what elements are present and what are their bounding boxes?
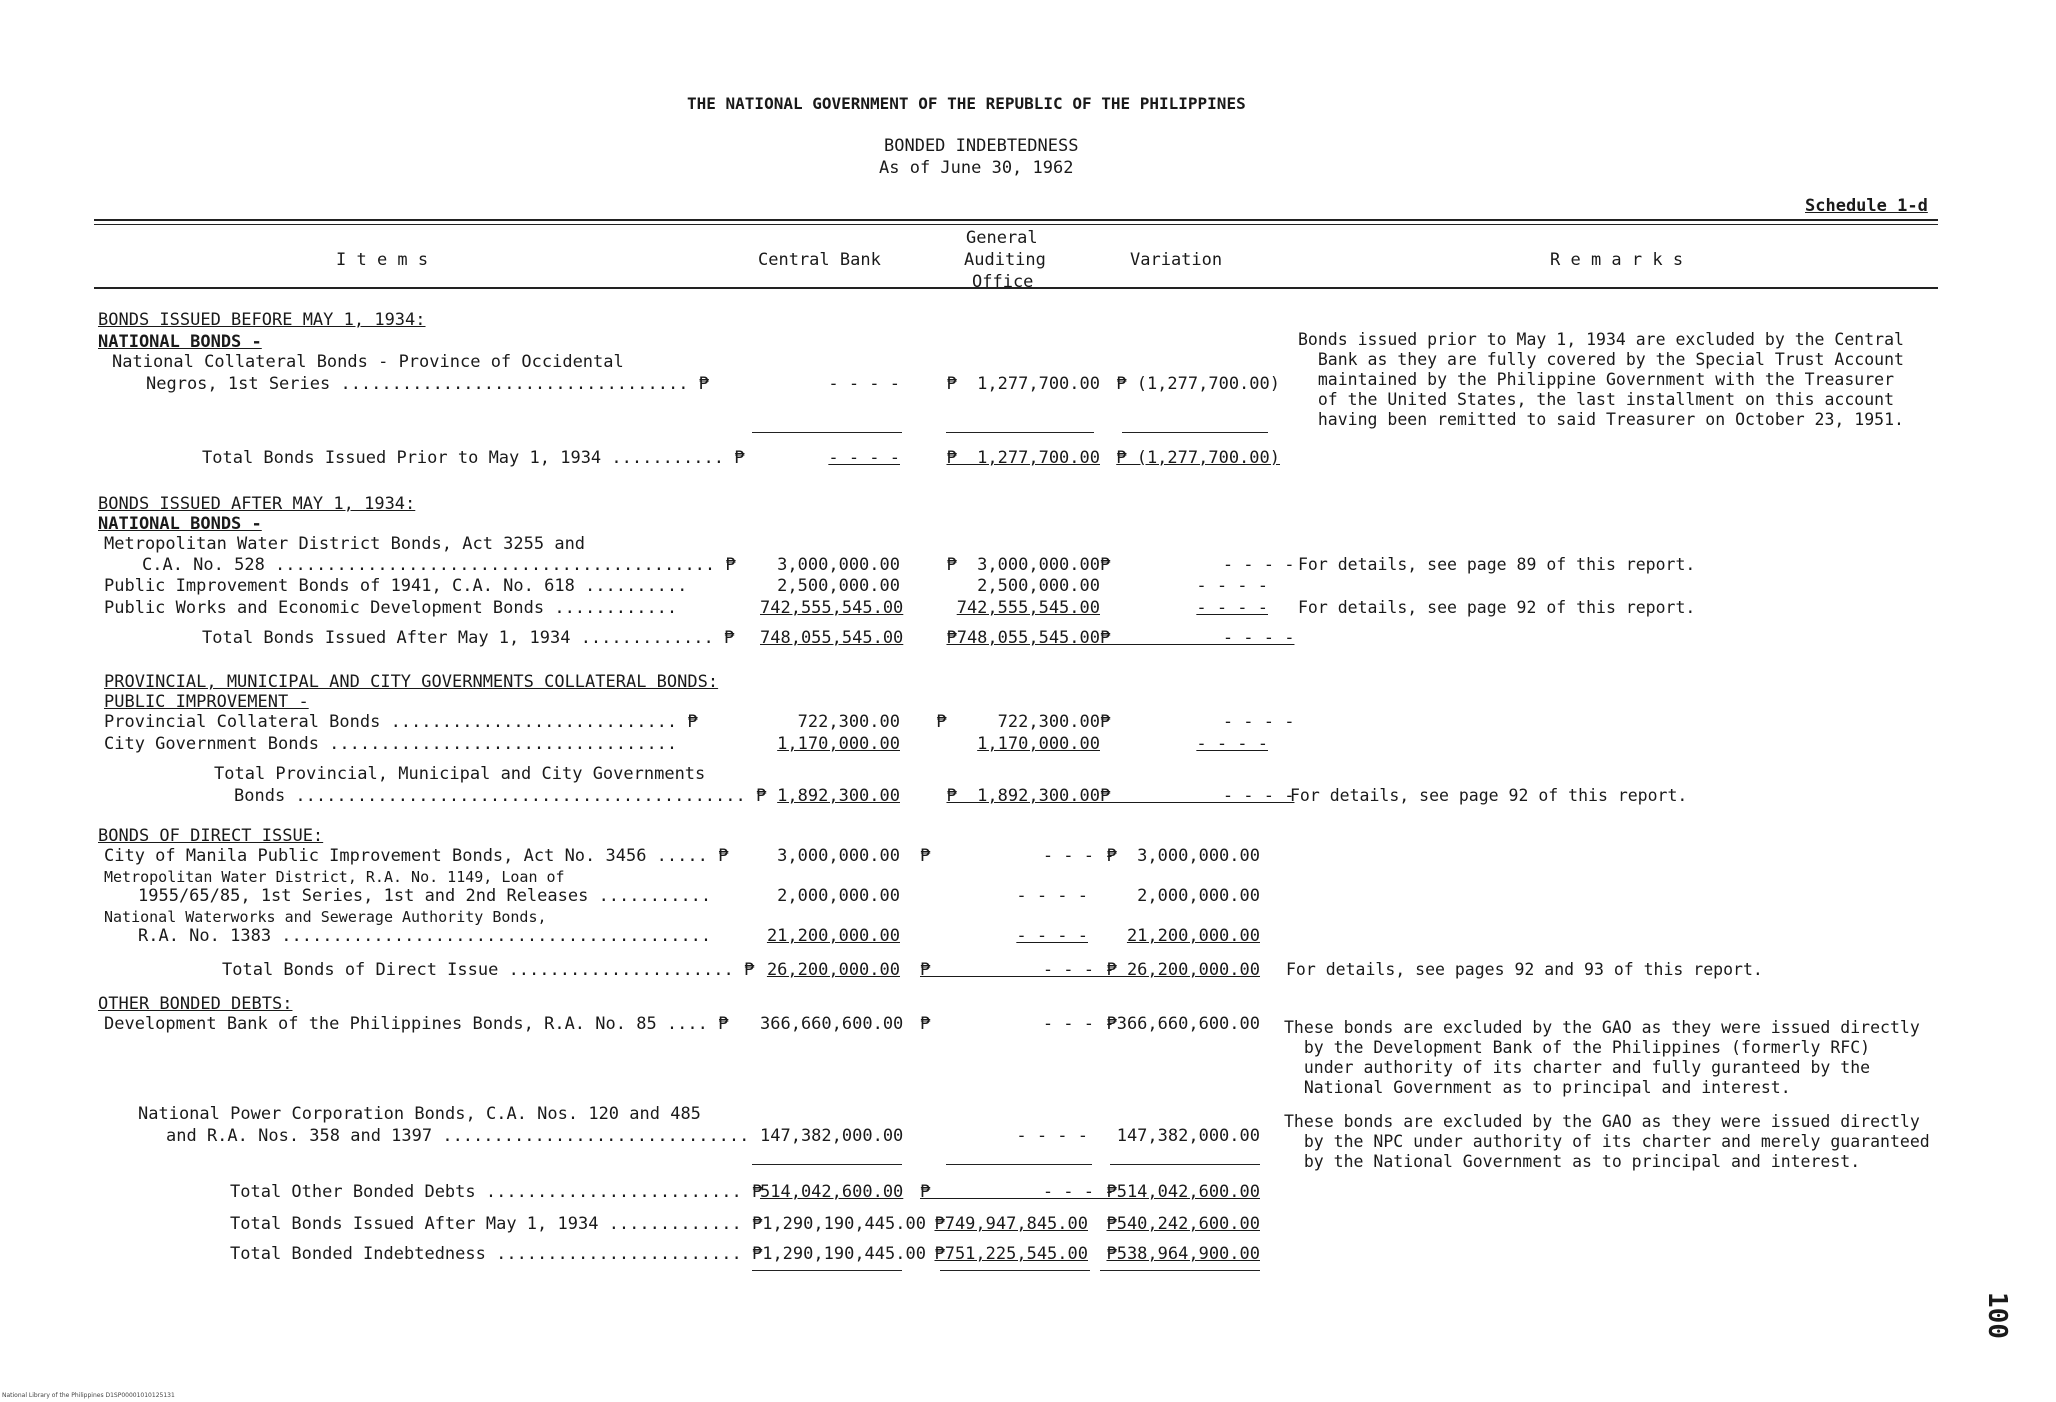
central-bank-total: 1,892,300.00 bbox=[777, 786, 900, 806]
gao-total: ₱ 1,892,300.00 bbox=[946, 786, 1100, 806]
variation-grand-total: ₱538,964,900.00 bbox=[1106, 1244, 1260, 1264]
variation-value: 2,000,000.00 bbox=[1137, 886, 1260, 906]
column-header-remarks: R e m a r k s bbox=[1550, 250, 1684, 270]
gao-value: - - - - bbox=[1016, 926, 1088, 946]
subtotal-rule bbox=[946, 432, 1094, 433]
central-bank-value: 2,000,000.00 bbox=[777, 886, 900, 906]
grand-total-double-rule bbox=[1100, 1270, 1260, 1271]
gao-value: 742,555,545.00 bbox=[956, 598, 1100, 618]
gao-total: ₱748,055,545.00 bbox=[946, 628, 1100, 648]
total-label: Total Bonds Issued After May 1, 1934 ............. ₱ bbox=[202, 628, 735, 648]
document-subtitle: BONDED INDEBTEDNESS bbox=[884, 136, 1079, 156]
central-bank-value: 2,500,000.00 bbox=[777, 576, 900, 596]
gao-value: - - - - bbox=[1016, 1126, 1088, 1146]
column-header-gao-line1: General bbox=[966, 228, 1038, 248]
item-label: and R.A. Nos. 358 and 1397 .............................. bbox=[166, 1126, 750, 1146]
gao-value: - - - - bbox=[1016, 886, 1088, 906]
gao-grand-total: ₱751,225,545.00 bbox=[934, 1244, 1088, 1264]
subtotal-rule bbox=[1110, 1164, 1260, 1165]
item-label: Provincial Collateral Bonds ............................ ₱ bbox=[104, 712, 698, 732]
variation-value: ₱ - - - - bbox=[1100, 555, 1295, 575]
document-title: THE NATIONAL GOVERNMENT OF THE REPUBLIC OF THE PHILIPPINES bbox=[687, 94, 1246, 113]
central-bank-value: 366,660,600.00 bbox=[760, 1014, 904, 1034]
total-label: Total Other Bonded Debts ......................... ₱ bbox=[230, 1182, 763, 1202]
item-label: Public Improvement Bonds of 1941, C.A. No. 618 .......... bbox=[104, 576, 688, 596]
central-bank-value: 3,000,000.00 bbox=[777, 846, 900, 866]
central-bank-total: 514,042,600.00 bbox=[760, 1182, 904, 1202]
item-label: Metropolitan Water District, R.A. No. 1149, Loan of bbox=[104, 868, 565, 886]
remark-text: These bonds are excluded by the GAO as they were issued directly by the NPC under authority of its charter and merely guaranteed by the National Government as to principal and interest. bbox=[1284, 1112, 1930, 1171]
central-bank-value: 742,555,545.00 bbox=[760, 598, 904, 618]
section-heading-other-bonded-debts: OTHER BONDED DEBTS: bbox=[98, 994, 293, 1014]
variation-value: ₱ - - - - bbox=[1100, 712, 1295, 732]
central-bank-value: - - - - bbox=[828, 374, 900, 394]
gao-value: ₱ - - - - bbox=[920, 1014, 1115, 1034]
section-subheading: PUBLIC IMPROVEMENT - bbox=[104, 692, 309, 712]
header-top-rule-2 bbox=[94, 224, 1938, 225]
item-label: 1955/65/85, 1st Series, 1st and 2nd Releases ........... bbox=[138, 886, 712, 906]
variation-value: - - - - bbox=[1196, 576, 1268, 596]
remark-text: For details, see page 92 of this report. bbox=[1290, 786, 1688, 805]
total-label: Total Provincial, Municipal and City Governments bbox=[214, 764, 706, 784]
variation-total: ₱514,042,600.00 bbox=[1106, 1182, 1260, 1202]
central-bank-total: 748,055,545.00 bbox=[760, 628, 904, 648]
gao-grand-total: ₱749,947,845.00 bbox=[934, 1214, 1088, 1234]
variation-value: ₱366,660,600.00 bbox=[1106, 1014, 1260, 1034]
variation-total: ₱ - - - - bbox=[1100, 628, 1295, 648]
central-bank-total: - - - - bbox=[828, 448, 900, 468]
column-header-items: I t e m s bbox=[336, 250, 429, 270]
item-label: National Waterworks and Sewerage Authority Bonds, bbox=[104, 908, 547, 926]
total-label: Total Bonds Issued Prior to May 1, 1934 ........... ₱ bbox=[202, 448, 745, 468]
central-bank-value: 147,382,000.00 bbox=[760, 1126, 904, 1146]
central-bank-value: 722,300.00 bbox=[797, 712, 900, 732]
remark-text: For details, see page 92 of this report. bbox=[1298, 598, 1696, 617]
item-label: C.A. No. 528 ........................................... ₱ bbox=[142, 555, 736, 575]
variation-value: - - - - bbox=[1196, 734, 1268, 754]
variation-total: ₱ - - - - bbox=[1100, 786, 1295, 806]
variation-value: 21,200,000.00 bbox=[1126, 926, 1260, 946]
item-label: National Power Corporation Bonds, C.A. Nos. 120 and 485 bbox=[138, 1104, 701, 1124]
gao-value: ₱ 1,277,700.00 bbox=[946, 374, 1100, 394]
item-label: City of Manila Public Improvement Bonds, Act No. 3456 ..... ₱ bbox=[104, 846, 729, 866]
page-number: 100 bbox=[1982, 1292, 2012, 1339]
header-top-rule bbox=[94, 219, 1938, 221]
gao-value: ₱ 3,000,000.00 bbox=[946, 555, 1100, 575]
item-label: Metropolitan Water District Bonds, Act 3255 and bbox=[104, 534, 586, 554]
variation-total: ₱ 26,200,000.00 bbox=[1106, 960, 1260, 980]
section-subheading: NATIONAL BONDS - bbox=[98, 332, 262, 352]
gao-value: ₱ 722,300.00 bbox=[936, 712, 1100, 732]
remark-text: These bonds are excluded by the GAO as they were issued directly by the Development Bank of the Philippines (formerly RFC) under authority of its charter and fully guranteed by the National Government as to principal and interest. bbox=[1284, 1018, 1920, 1097]
total-label: Bonds ............................................ ₱ bbox=[234, 786, 767, 806]
schedule-label: Schedule 1-d bbox=[1805, 196, 1928, 216]
gao-value: 2,500,000.00 bbox=[977, 576, 1100, 596]
gao-value: 1,170,000.00 bbox=[977, 734, 1100, 754]
gao-total: ₱ - - - - bbox=[920, 960, 1115, 980]
variation-value: - - - - bbox=[1196, 598, 1268, 618]
subtotal-rule bbox=[752, 432, 902, 433]
grand-total-label: Total Bonds Issued After May 1, 1934 ............. ₱1,290,190,445.00 bbox=[230, 1214, 926, 1234]
variation-value: ₱ (1,277,700.00) bbox=[1116, 374, 1280, 394]
central-bank-value: 1,170,000.00 bbox=[777, 734, 900, 754]
variation-value: ₱ 3,000,000.00 bbox=[1106, 846, 1260, 866]
section-heading-direct-issue: BONDS OF DIRECT ISSUE: bbox=[98, 826, 324, 846]
document-date: As of June 30, 1962 bbox=[879, 158, 1074, 178]
section-subheading: NATIONAL BONDS - bbox=[98, 514, 262, 534]
variation-grand-total: ₱540,242,600.00 bbox=[1106, 1214, 1260, 1234]
central-bank-value: 3,000,000.00 bbox=[777, 555, 900, 575]
gao-total: ₱ 1,277,700.00 bbox=[946, 448, 1100, 468]
item-label: R.A. No. 1383 .......................................... bbox=[138, 926, 712, 946]
item-label: Public Works and Economic Development Bonds ............ bbox=[104, 598, 678, 618]
column-header-gao-line3: Office bbox=[972, 272, 1034, 292]
column-header-central-bank: Central Bank bbox=[758, 250, 881, 270]
item-label: City Government Bonds .................................. bbox=[104, 734, 678, 754]
remark-text: Bonds issued prior to May 1, 1934 are excluded by the Central Bank as they are fully covered by the Special Trust Account maintained by the Philippine Government with the Treasurer of the United States, the last installment on this account having been remitted to said Treasurer on October 23, 1951. bbox=[1298, 330, 1904, 429]
subtotal-rule bbox=[1122, 432, 1268, 433]
variation-total: ₱ (1,277,700.00) bbox=[1116, 448, 1280, 468]
item-label: Development Bank of the Philippines Bonds, R.A. No. 85 .... ₱ bbox=[104, 1014, 729, 1034]
column-header-gao-line2: Auditing bbox=[964, 250, 1046, 270]
central-bank-value: 21,200,000.00 bbox=[766, 926, 900, 946]
subtotal-rule bbox=[946, 1164, 1092, 1165]
gao-value: ₱ - - - - bbox=[920, 846, 1115, 866]
gao-total: ₱ - - - - bbox=[920, 1182, 1115, 1202]
remark-text: For details, see pages 92 and 93 of this report. bbox=[1286, 960, 1763, 979]
column-header-variation: Variation bbox=[1130, 250, 1223, 270]
section-heading-after-1934: BONDS ISSUED AFTER MAY 1, 1934: bbox=[98, 494, 416, 514]
central-bank-total: 26,200,000.00 bbox=[766, 960, 900, 980]
variation-value: 147,382,000.00 bbox=[1116, 1126, 1260, 1146]
grand-total-label: Total Bonded Indebtedness ........................ ₱1,290,190,445.00 bbox=[230, 1244, 926, 1264]
remark-text: For details, see page 89 of this report. bbox=[1298, 555, 1696, 574]
total-label: Total Bonds of Direct Issue ...................... ₱ bbox=[222, 960, 755, 980]
section-heading-local-governments: PROVINCIAL, MUNICIPAL AND CITY GOVERNMENTS COLLATERAL BONDS: bbox=[104, 672, 719, 692]
section-heading-before-1934: BONDS ISSUED BEFORE MAY 1, 1934: bbox=[98, 310, 426, 330]
subtotal-rule bbox=[752, 1164, 902, 1165]
grand-total-double-rule bbox=[940, 1270, 1090, 1271]
item-label: National Collateral Bonds - Province of Occidental bbox=[112, 352, 624, 372]
item-label: Negros, 1st Series .................................. ₱ bbox=[146, 374, 709, 394]
grand-total-double-rule bbox=[752, 1270, 902, 1271]
archive-footer: National Library of the Philippines D1SP00001010125131 bbox=[2, 1392, 175, 1399]
